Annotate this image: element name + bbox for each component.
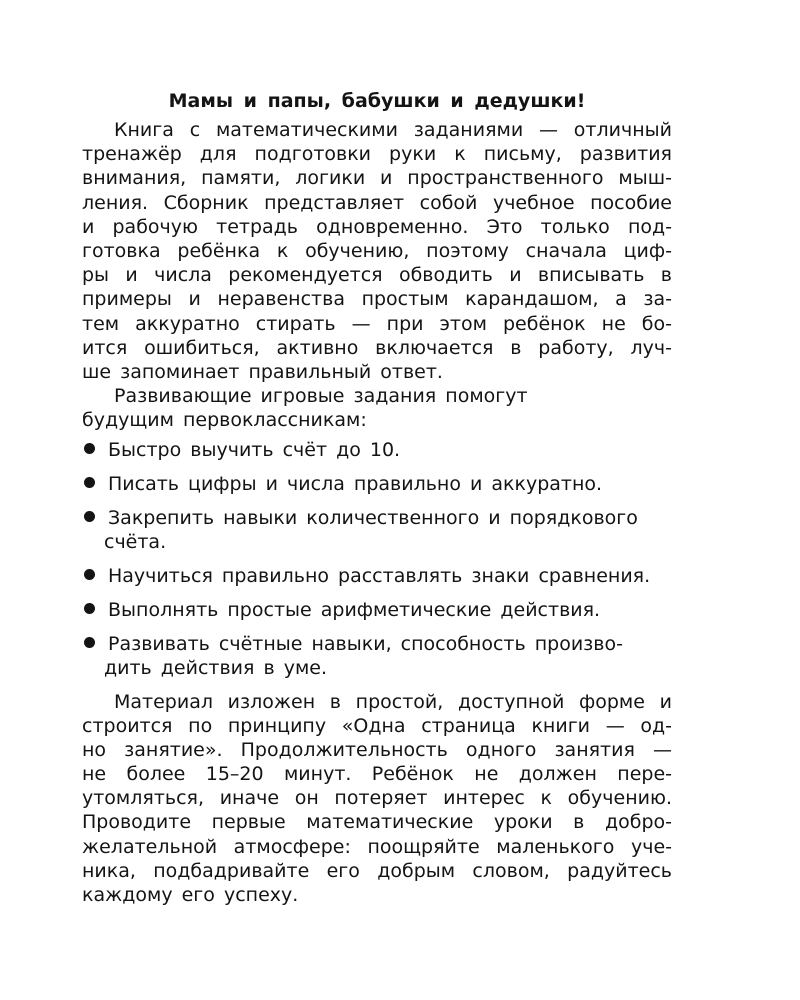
bullet-icon	[84, 511, 95, 522]
text-line: не более 15–20 минут. Ребёнок не должен пере-	[82, 763, 672, 786]
bullet-icon	[84, 603, 95, 614]
text-line: будущим первоклассникам:	[82, 409, 367, 432]
skills-list	[82, 438, 672, 679]
document-page	[82, 86, 672, 907]
text-line: но занятие». Продолжительность одного занятия —	[82, 738, 672, 761]
text-line: Развивающие игровые задания помогут	[114, 385, 528, 408]
bullet-icon	[84, 477, 95, 488]
list-item	[82, 564, 672, 588]
list-item-text: Научиться правильно расставлять знаки сравнения.	[108, 564, 651, 587]
list-item	[82, 506, 672, 554]
text-line: ше запоминает правильный ответ.	[82, 360, 443, 383]
text-line: строится по принципу «Одна страница книги — од-	[82, 714, 672, 737]
bullet-icon	[84, 443, 95, 454]
list-item-text: Быстро выучить счёт до 10.	[108, 439, 401, 462]
list-item-text: Выполнять простые арифметические действия.	[108, 598, 601, 621]
list-item-text: счёта.	[104, 531, 167, 554]
text-line: ника, подбадривайте его добрым словом, радуйтесь	[82, 859, 672, 882]
text-line: ится ошибиться, активно включается в работу, луч-	[82, 336, 672, 359]
list-item-text: Писать цифры и числа правильно и аккуратно.	[108, 473, 603, 496]
text-line: желательной атмосфере: поощряйте маленького уче-	[82, 835, 672, 858]
text-line: ления. Сборник представляет собой учебное пособие	[82, 191, 672, 214]
skills-intro-paragraph	[82, 384, 672, 432]
text-line: ры и числа рекомендуется обводить и вписывать в	[82, 264, 672, 287]
list-item-text: дить действия в уме.	[104, 656, 328, 679]
list-item	[82, 472, 672, 496]
bullet-icon	[84, 569, 95, 580]
text-line: тренажёр для подготовки руки к письму, развития	[82, 143, 672, 166]
text-line: и рабочую тетрадь одновременно. Это только под-	[82, 215, 672, 238]
text-line: Проводите первые математические уроки в добро-	[82, 811, 672, 834]
list-item	[82, 598, 672, 622]
text-line: готовка ребёнка к обучению, поэтому сначала циф-	[82, 239, 672, 262]
list-item-text: Развивать счётные навыки, способность произво-	[108, 632, 623, 655]
closing-paragraph	[82, 690, 672, 908]
text-line: Материал изложен в простой, доступной форме и	[114, 690, 672, 713]
text-line: утомляться, иначе он потеряет интерес к обучению.	[82, 787, 672, 810]
text-line: тем аккуратно стирать — при этом ребёнок не бо-	[82, 312, 672, 335]
page-title: Мамы и папы, бабушки и дедушки!	[168, 90, 586, 112]
text-line: каждому его успеху.	[82, 884, 299, 906]
list-item	[82, 438, 672, 462]
intro-paragraph	[82, 118, 672, 384]
list-item-text: Закрепить навыки количественного и порядкового	[108, 507, 638, 529]
list-item	[82, 632, 672, 680]
text-line: примеры и неравенства простым карандашом, а за-	[82, 288, 672, 311]
text-line: внимания, памяти, логики и пространственного мыш-	[82, 167, 672, 190]
bullet-icon	[84, 637, 95, 648]
text-line: Книга с математическими заданиями — отличный	[114, 119, 672, 141]
